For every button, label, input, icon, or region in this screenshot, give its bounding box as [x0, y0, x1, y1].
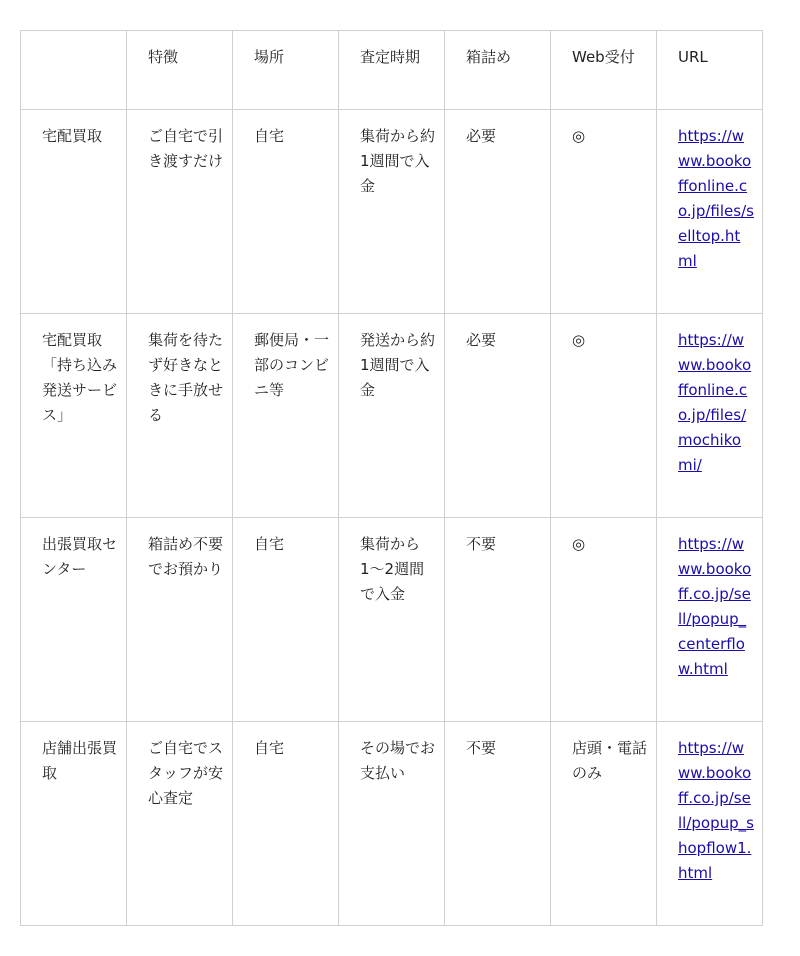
cell-timing: 発送から約1週間で入金	[339, 314, 445, 518]
table-row	[21, 722, 763, 926]
cell-url	[657, 518, 763, 722]
url-link[interactable]: https://www.bookoffonline.co.jp/files/selltop.html	[678, 127, 754, 270]
url-link[interactable]: https://www.bookoff.co.jp/sell/popup_shopflow1.html	[678, 739, 754, 882]
cell-boxing: 必要	[445, 314, 551, 518]
table-header-row	[21, 31, 763, 110]
cell-feature: 箱詰め不要でお預かり	[127, 518, 233, 722]
header-feature: 特徴	[127, 31, 233, 110]
header-timing: 査定時期	[339, 31, 445, 110]
cell-place: 郵便局・一部のコンビニ等	[233, 314, 339, 518]
cell-place: 自宅	[233, 518, 339, 722]
url-link[interactable]: https://www.bookoffonline.co.jp/files/mochikomi/	[678, 331, 752, 474]
cell-timing: 集荷から1〜2週間で入金	[339, 518, 445, 722]
header-web: Web受付	[551, 31, 657, 110]
cell-web: ◎	[551, 110, 657, 314]
cell-feature: ご自宅でスタッフが安心査定	[127, 722, 233, 926]
cell-method: 宅配買取「持ち込み発送サービス」	[21, 314, 127, 518]
cell-url	[657, 722, 763, 926]
cell-web: ◎	[551, 314, 657, 518]
cell-feature: ご自宅で引き渡すだけ	[127, 110, 233, 314]
cell-place: 自宅	[233, 110, 339, 314]
cell-boxing: 不要	[445, 518, 551, 722]
table-row	[21, 314, 763, 518]
cell-timing: 集荷から約1週間で入金	[339, 110, 445, 314]
header-place: 場所	[233, 31, 339, 110]
cell-feature: 集荷を待たず好きなときに手放せる	[127, 314, 233, 518]
header-empty	[21, 31, 127, 110]
url-link[interactable]: https://www.bookoff.co.jp/sell/popup_centerflow.html	[678, 535, 752, 678]
cell-url	[657, 110, 763, 314]
header-boxing: 箱詰め	[445, 31, 551, 110]
table-row	[21, 518, 763, 722]
cell-boxing: 不要	[445, 722, 551, 926]
cell-url	[657, 314, 763, 518]
cell-timing: その場でお支払い	[339, 722, 445, 926]
cell-boxing: 必要	[445, 110, 551, 314]
cell-place: 自宅	[233, 722, 339, 926]
header-url: URL	[657, 31, 763, 110]
cell-method: 店舗出張買取	[21, 722, 127, 926]
cell-method: 出張買取センター	[21, 518, 127, 722]
comparison-table	[20, 30, 763, 926]
cell-method: 宅配買取	[21, 110, 127, 314]
cell-web: 店頭・電話のみ	[551, 722, 657, 926]
cell-web: ◎	[551, 518, 657, 722]
table-row	[21, 110, 763, 314]
